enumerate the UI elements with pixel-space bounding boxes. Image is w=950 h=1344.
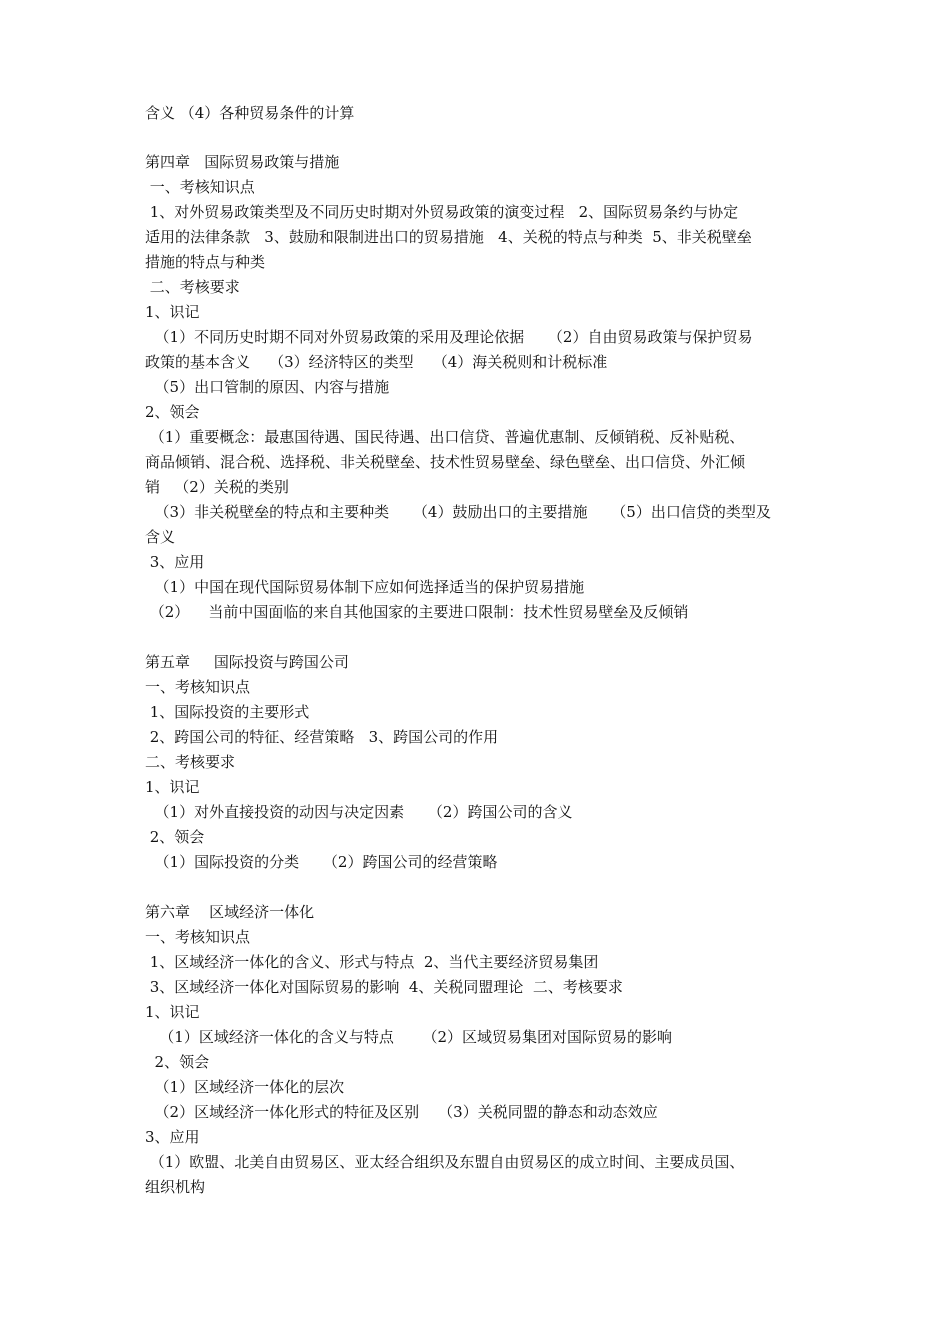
text-line: 适用的法律条款 3、鼓励和限制进出口的贸易措施 4、关税的特点与种类 5、非关税壁垒 — [145, 228, 752, 246]
section-heading: 一、考核知识点 — [145, 928, 251, 946]
text-line: 2、跨国公司的特征、经营策略 3、跨国公司的作用 — [145, 728, 499, 746]
text-line: 3、区域经济一体化对国际贸易的影响 4、关税同盟理论 二、考核要求 — [145, 978, 623, 996]
subsection-heading: 3、应用 — [145, 1128, 200, 1146]
section-heading: 一、考核知识点 — [145, 178, 255, 196]
text-line: （2） 当前中国面临的来自其他国家的主要进口限制：技术性贸易壁垒及反倾销 — [145, 603, 689, 621]
subsection-heading: 2、领会 — [145, 403, 200, 421]
text-line: （1）重要概念：最惠国待遇、国民待遇、出口信贷、普遍优惠制、反倾销税、反补贴税、 — [145, 428, 745, 446]
text-line: 1、对外贸易政策类型及不同历史时期对外贸易政策的演变过程 2、国际贸易条约与协定 — [145, 203, 739, 221]
text-line: （1）区域经济一体化的层次 — [145, 1078, 345, 1096]
text-line: （2）区域经济一体化形式的特征及区别 （3）关税同盟的静态和动态效应 — [145, 1103, 658, 1121]
text-line: 含义 （4）各种贸易条件的计算 — [145, 104, 355, 122]
text-line: 组织机构 — [145, 1178, 206, 1196]
section-heading: 二、考核要求 — [145, 278, 240, 296]
subsection-heading: 2、领会 — [145, 828, 205, 846]
section-heading: 一、考核知识点 — [145, 678, 251, 696]
text-line: 政策的基本含义 （3）经济特区的类型 （4）海关税则和计税标准 — [145, 353, 608, 371]
chapter-5-heading: 第五章 国际投资与跨国公司 — [145, 653, 349, 671]
text-line: 措施的特点与种类 — [145, 253, 266, 271]
text-line: 含义 — [145, 528, 176, 546]
subsection-heading: 3、应用 — [145, 553, 205, 571]
text-line: （3）非关税壁垒的特点和主要种类 （4）鼓励出口的主要措施 （5）出口信贷的类型及 — [145, 503, 771, 521]
text-line: 1、国际投资的主要形式 — [145, 703, 310, 721]
text-line: （1）对外直接投资的动因与决定因素 （2）跨国公司的含义 — [145, 803, 573, 821]
text-line: （1）不同历史时期不同对外贸易政策的采用及理论依据 （2）自由贸易政策与保护贸易 — [145, 328, 753, 346]
chapter-6-heading: 第六章 区域经济一体化 — [145, 903, 315, 921]
text-line: 1、区域经济一体化的含义、形式与特点 2、当代主要经济贸易集团 — [145, 953, 599, 971]
subsection-heading: 1、识记 — [145, 1003, 200, 1021]
text-line: （1）区域经济一体化的含义与特点 （2）区域贸易集团对国际贸易的影响 — [145, 1028, 673, 1046]
subsection-heading: 2、领会 — [145, 1053, 210, 1071]
subsection-heading: 1、识记 — [145, 303, 200, 321]
text-line: （5）出口管制的原因、内容与措施 — [145, 378, 390, 396]
text-line: （1）欧盟、北美自由贸易区、亚太经合组织及东盟自由贸易区的成立时间、主要成员国、 — [145, 1153, 745, 1171]
text-line: （1）中国在现代国际贸易体制下应如何选择适当的保护贸易措施 — [145, 578, 585, 596]
text-line: （1）国际投资的分类 （2）跨国公司的经营策略 — [145, 853, 498, 871]
chapter-4-heading: 第四章 国际贸易政策与措施 — [145, 153, 340, 171]
subsection-heading: 1、识记 — [145, 778, 200, 796]
text-line: 商品倾销、混合税、选择税、非关税壁垒、技术性贸易壁垒、绿色壁垒、出口信贷、外汇倾 — [145, 453, 746, 471]
text-line: 销 （2）关税的类别 — [145, 478, 289, 496]
section-heading: 二、考核要求 — [145, 753, 236, 771]
